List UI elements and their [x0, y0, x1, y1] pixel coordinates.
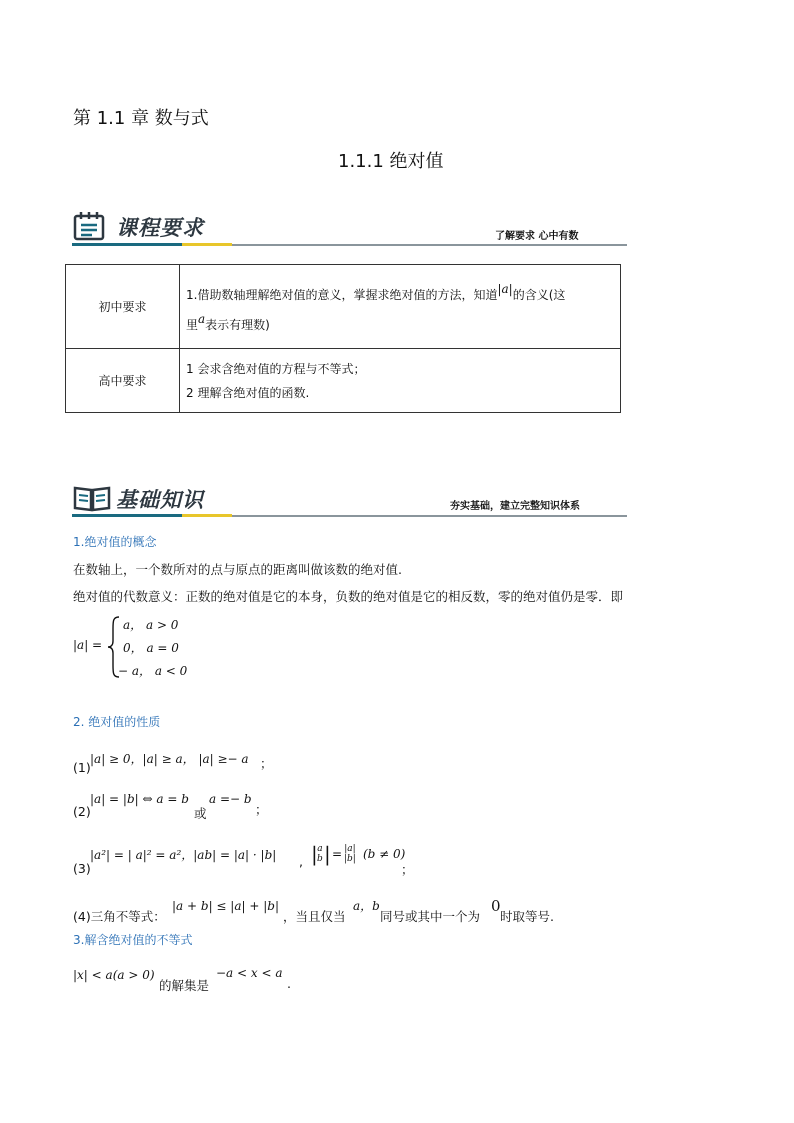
senior-text-2: 2 理解含绝对值的函数. [186, 385, 310, 400]
section-title: 1.1.1 绝对值 [338, 151, 444, 172]
inequality-heading: 3.解含绝对值的不等式 [73, 933, 193, 947]
concept-heading: 1.绝对值的概念 [73, 535, 157, 549]
property-3 [73, 840, 433, 876]
junior-text-1: 1.借助数轴理解绝对值的意义，掌握求绝对值的方法，知道 [186, 287, 498, 302]
banner-line-accent [182, 514, 232, 517]
table-row [66, 349, 621, 413]
banner-line-rule [232, 244, 627, 246]
piecewise-case-2: 0， a = 0 [123, 641, 179, 655]
property-4-zero: 0 [491, 897, 501, 915]
open-book-icon [72, 483, 112, 513]
property-2-end: ； [255, 802, 268, 817]
banner-requirements [72, 206, 627, 252]
chapter-title: 第 1.1 章 数与式 [73, 108, 209, 129]
piecewise-case-3: − a， a < 0 [118, 664, 188, 678]
a-symbol: a [198, 311, 206, 326]
property-4-prefix: (4)三角不等式： [73, 909, 166, 924]
property-3-comma: , [299, 854, 303, 869]
concept-paragraph-2: 绝对值的代数意义：正数的绝对值是它的本身，负数的绝对值是它的相反数，零的绝对值仍是零．即 [73, 589, 624, 604]
junior-text-2: 的含义(这 [512, 287, 566, 302]
fraction-abs-a-over-abs-b: |a| |b| [344, 844, 356, 864]
piecewise-definition [73, 612, 273, 682]
banner-requirements-title: 课程要求 [116, 216, 204, 240]
property-2 [73, 792, 373, 822]
row-content-junior [180, 265, 621, 349]
property-1-number: (1) [73, 760, 91, 775]
property-3-end: ； [401, 862, 414, 877]
abs-bar-right: | [324, 842, 331, 866]
property-1 [73, 750, 373, 774]
equals-sign: = [332, 847, 343, 861]
property-2-formula-b: a =− b [209, 792, 252, 806]
row-label-junior: 初中要求 [66, 265, 180, 349]
banner-basics [72, 479, 627, 525]
banner-line-rule [232, 515, 627, 517]
inequality-formula-b: −a < x < a [216, 966, 283, 980]
abs-a-symbol: |a| [497, 281, 513, 296]
property-3-formula: |a²| = | a|² = a²，|ab| = |a| · |b| [90, 848, 277, 862]
piecewise-lhs: |a| = [73, 638, 103, 652]
banner-basics-slogan: 夯实基础，建立完整知识体系 [450, 501, 580, 512]
property-4-condition-text: ，当且仅当 [283, 909, 346, 924]
requirements-table [65, 264, 621, 413]
junior-text-4: 表示有理数) [205, 317, 270, 332]
property-3-condition: (b ≠ 0) [363, 847, 406, 861]
property-2-formula-a: |a| = |b| ⇔ a = b [90, 792, 189, 806]
banner-line-accent [182, 243, 232, 246]
row-content-senior [180, 349, 621, 413]
property-4-ab: a，b [353, 899, 380, 913]
banner-basics-title: 基础知识 [116, 488, 204, 512]
junior-text-3: 里 [186, 317, 199, 332]
property-4-end: 时取等号. [500, 909, 554, 924]
property-1-formula: |a| ≥ 0，|a| ≥ a， |a| ≥− a [90, 752, 249, 766]
inequality-formula-a: |x| < a(a > 0) [73, 968, 155, 982]
banner-line [72, 243, 182, 246]
concept-paragraph-1: 在数轴上，一个数所对的点与原点的距离叫做该数的绝对值. [73, 562, 402, 577]
property-2-number: (2) [73, 804, 91, 819]
properties-heading: 2. 绝对值的性质 [73, 715, 161, 729]
table-row [66, 265, 621, 349]
abs-fraction-formula [311, 842, 411, 868]
abs-bar-left: | [311, 842, 318, 866]
inequality-statement [73, 964, 333, 992]
senior-text-1: 1 会求含绝对值的方程与不等式； [186, 361, 366, 376]
banner-requirements-slogan: 了解要求 心中有数 [495, 231, 579, 242]
property-4 [73, 895, 593, 924]
inequality-text: 的解集是 [159, 978, 210, 993]
banner-line [72, 514, 182, 517]
property-3-number: (3) [73, 861, 91, 876]
inequality-end: . [287, 976, 291, 991]
piecewise-case-1: a， a > 0 [123, 618, 179, 632]
row-label-senior: 高中要求 [66, 349, 180, 413]
fraction-a-over-b: a b [317, 844, 323, 864]
triangle-inequality-formula: |a + b| ≤ |a| + |b| [172, 899, 279, 913]
property-2-or: 或 [194, 806, 207, 821]
property-1-end: ； [260, 756, 273, 771]
notepad-icon [72, 211, 106, 241]
property-4-same-sign-text: 同号或其中一个为 [380, 909, 481, 924]
